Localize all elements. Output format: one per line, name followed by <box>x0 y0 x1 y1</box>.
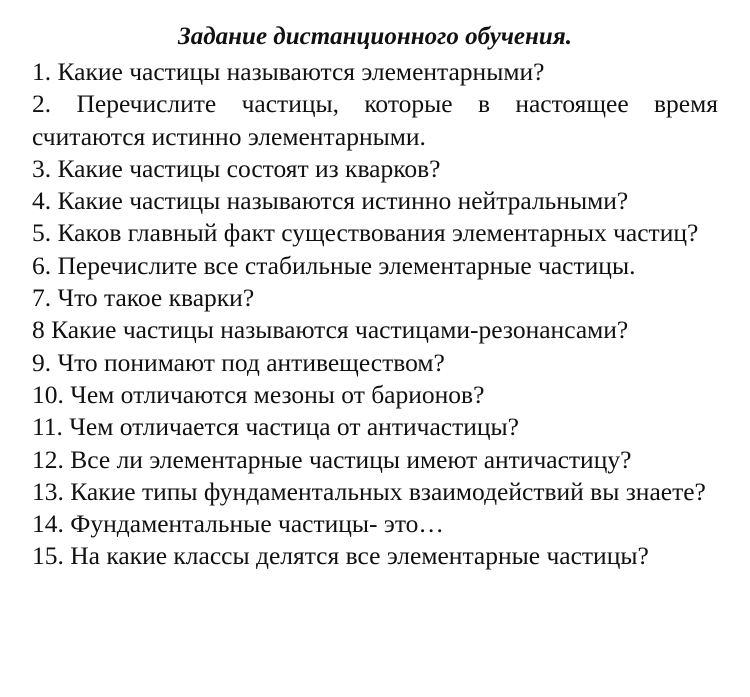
question-item: 13. Какие типы фундаментальных взаимодействий вы знаете? <box>32 476 706 506</box>
question-item: 2. Перечислите частицы, которые в настоящее время считаются истинно элементарными. <box>32 89 718 151</box>
question-item: 1. Какие частицы называются элементарными? <box>32 57 545 86</box>
question-item: 8 Какие частицы называются частицами-резонансами? <box>32 315 629 345</box>
question-item: 5. Каков главный факт существования элементарных частиц? <box>32 218 699 248</box>
question-item: 7. Что такое кварки? <box>32 283 255 313</box>
question-item: 12. Все ли элементарные частицы имеют античастицу? <box>32 444 632 474</box>
question-list <box>32 56 718 573</box>
question-item: 15. На какие классы делятся все элементарные частицы? <box>32 541 649 571</box>
question-item: 6. Перечислите все стабильные элементарные частицы. <box>32 250 636 280</box>
question-item: 9. Что понимают под антивеществом? <box>32 347 445 377</box>
document-title: Задание дистанционного обучения. <box>178 23 572 50</box>
question-item: 3. Какие частицы состоят из кварков? <box>32 153 441 183</box>
question-item: 4. Какие частицы называются истинно нейтральными? <box>32 186 629 216</box>
question-item: 10. Чем отличаются мезоны от барионов? <box>32 379 485 409</box>
question-item: 14. Фундаментальные частицы- это… <box>32 509 444 539</box>
question-item: 11. Чем отличается частица от античастицы? <box>32 412 519 442</box>
